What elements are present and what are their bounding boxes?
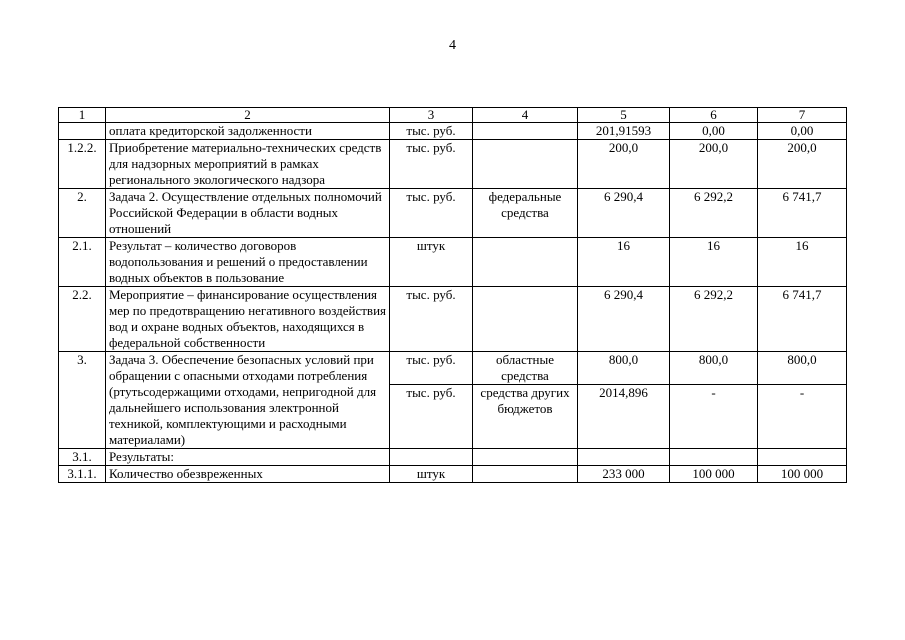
row-description: Мероприятие – финансирование осуществления мер по предотвращению негативного воздействия вод и охране водных объектов, находящихся в федеральной собственности [106,287,390,352]
row-value-col7 [758,449,847,466]
row-value-col6: 100 000 [670,466,758,483]
row-number: 3.1. [59,449,106,466]
row-unit: тыс. руб. [390,352,473,385]
row-value-col7: 100 000 [758,466,847,483]
row-value-col7: 0,00 [758,123,847,140]
row-source [473,238,578,287]
page-number: 4 [449,38,456,53]
row-number: 2.1. [59,238,106,287]
row-value-col5: 201,91593 [578,123,670,140]
row-source [473,140,578,189]
row-unit: тыс. руб. [390,287,473,352]
header-cell: 6 [670,108,758,123]
row-unit: штук [390,466,473,483]
row-value-col5: 6 290,4 [578,189,670,238]
header-cell: 1 [59,108,106,123]
table-row [59,352,847,385]
table-row [59,287,847,352]
row-value-col6: 6 292,2 [670,189,758,238]
row-unit: тыс. руб. [390,140,473,189]
row-value-col7: 6 741,7 [758,287,847,352]
row-source [473,449,578,466]
row-value-col5: 800,0 [578,352,670,385]
row-description: Задача 2. Осуществление отдельных полномочий Российской Федерации в области водных отношений [106,189,390,238]
row-value-col6: 0,00 [670,123,758,140]
row-number: 1.2.2. [59,140,106,189]
table-row [59,466,847,483]
row-value-col7: 200,0 [758,140,847,189]
header-cell: 3 [390,108,473,123]
row-number: 2. [59,189,106,238]
row-value-col5: 16 [578,238,670,287]
row-unit: штук [390,238,473,287]
row-value-col5: 6 290,4 [578,287,670,352]
row-value-col7: 16 [758,238,847,287]
row-value-col5: 2014,896 [578,385,670,449]
row-description: Результат – количество договоров водопользования и решений о предоставлении водных объектов в пользование [106,238,390,287]
table-row [59,189,847,238]
row-unit [390,449,473,466]
row-value-col5: 200,0 [578,140,670,189]
row-value-col6: 16 [670,238,758,287]
row-value-col6 [670,449,758,466]
row-value-col7: 6 741,7 [758,189,847,238]
program-indicators-table [58,107,847,483]
row-value-col5 [578,449,670,466]
row-source [473,123,578,140]
row-unit: тыс. руб. [390,189,473,238]
row-value-col5: 233 000 [578,466,670,483]
table-row [59,123,847,140]
header-cell: 2 [106,108,390,123]
row-source: областные средства [473,352,578,385]
header-cell: 5 [578,108,670,123]
row-source: федеральные средства [473,189,578,238]
row-value-col7: - [758,385,847,449]
row-value-col6: 6 292,2 [670,287,758,352]
row-number: 3. [59,352,106,449]
row-source [473,287,578,352]
header-cell: 7 [758,108,847,123]
row-source: средства других бюджетов [473,385,578,449]
row-value-col6: 200,0 [670,140,758,189]
row-number [59,123,106,140]
row-value-col7: 800,0 [758,352,847,385]
row-description: оплата кредиторской задолженности [106,123,390,140]
table-row [59,238,847,287]
row-value-col6: - [670,385,758,449]
table-row [59,449,847,466]
header-row [59,108,847,123]
row-source [473,466,578,483]
row-description: Приобретение материально-технических средств для надзорных мероприятий в рамках регионального экологического надзора [106,140,390,189]
row-number: 2.2. [59,287,106,352]
row-value-col6: 800,0 [670,352,758,385]
row-description: Результаты: [106,449,390,466]
row-description: Количество обезвреженных [106,466,390,483]
row-unit: тыс. руб. [390,123,473,140]
row-unit: тыс. руб. [390,385,473,449]
row-number: 3.1.1. [59,466,106,483]
table-row [59,140,847,189]
row-description: Задача 3. Обеспечение безопасных условий при обращении с опасными отходами потребления (ртутьсодержащими отходами, непригодной для дальнейшего использования электронной техникой, комплектующими и расходными материалами) [106,352,390,449]
header-cell: 4 [473,108,578,123]
